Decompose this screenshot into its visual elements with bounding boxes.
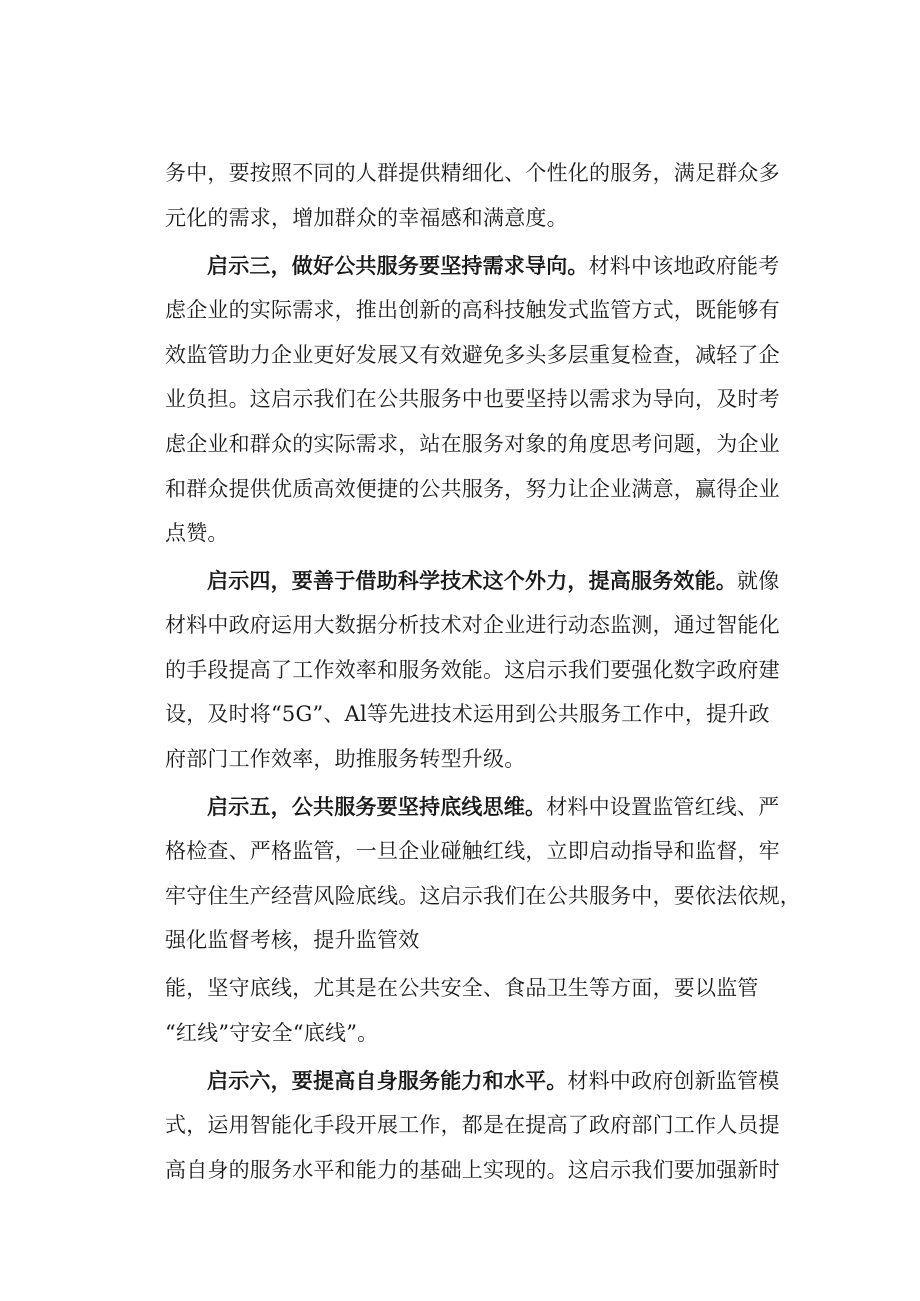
text-run: 府部门工作效率，助推服务转型升级。	[165, 747, 526, 771]
text-run: “红线”守安全“底线”。	[165, 1021, 379, 1045]
text-line	[165, 476, 780, 502]
text-run: 虑企业和群众的实际需求，站在服务对象的角度思考问题，为企业	[165, 432, 780, 456]
text-run: 材料中政府创新监管模	[567, 1069, 780, 1093]
text-run: 强化监督考核，提升监管效	[165, 928, 420, 952]
text-line	[165, 1020, 378, 1046]
text-run: 点赞。	[165, 521, 229, 545]
insight-heading: 启示五，公共服务要坚持底线思维。	[207, 794, 547, 819]
text-line	[165, 975, 759, 1001]
text-run: 元化的需求，增加群众的幸福感和满意度。	[165, 206, 568, 230]
text-line	[165, 701, 770, 727]
insight-heading: 启示六，要提高自身服务能力和水平。	[207, 1068, 568, 1093]
text-run: 虑企业的实际需求，推出创新的高科技触发式监管方式，既能够有	[165, 298, 780, 322]
text-line	[207, 253, 779, 279]
text-line	[165, 746, 525, 772]
text-line	[207, 568, 779, 594]
text-run: 材料中政府运用大数据分析技术对企业进行动态监测，通过智能化	[165, 613, 780, 637]
text-run: 的手段提高了工作效率和服务效能。这启示我们要强化数字政府建	[165, 658, 780, 682]
text-run: 高自身的服务水平和能力的基础上实现的。这启示我们要加强新时	[165, 1158, 780, 1182]
text-run: 就像	[737, 569, 780, 593]
text-run: 能，坚守底线，尤其是在公共安全、食品卫生等方面，要以监管	[165, 976, 759, 1000]
text-line	[165, 342, 780, 368]
insight-heading: 启示三，做好公共服务要坚持需求导向。	[207, 253, 589, 278]
text-line	[165, 927, 419, 953]
text-run: 牢守住生产经营风险底线。这启示我们在公共服务中，要依法依规，	[165, 884, 801, 908]
text-run: 格检查、严格监管，一旦企业碰触红线，立即启动指导和监督，牢	[165, 839, 780, 863]
text-line	[165, 520, 229, 546]
insight-heading: 启示四，要善于借助科学技术这个外力，提高服务效能。	[207, 568, 737, 593]
text-line	[207, 794, 779, 820]
text-run: 式，运用智能化手段开展工作，都是在提高了政府部门工作人员提	[165, 1113, 780, 1137]
text-line	[165, 657, 780, 683]
text-run: 效监管助力企业更好发展又有效避免多头多层重复检查，减轻了企	[165, 343, 780, 367]
text-run: 材料中该地政府能考	[588, 254, 780, 278]
text-run: 和群众提供优质高效便捷的公共服务，努力让企业满意，赢得企业	[165, 477, 780, 501]
text-line	[165, 297, 780, 323]
text-line	[165, 386, 780, 412]
text-line	[165, 1112, 780, 1138]
text-run: 材料中设置监管红线、严	[546, 795, 780, 819]
text-line	[207, 1068, 779, 1094]
text-run: 务中，要按照不同的人群提供精细化、个性化的服务，满足群众多	[165, 161, 780, 185]
text-line	[165, 838, 780, 864]
text-line	[165, 1157, 780, 1183]
text-run: 业负担。这启示我们在公共服务中也要坚持以需求为导向，及时考	[165, 387, 780, 411]
text-line	[165, 612, 780, 638]
text-run: 设，及时将“5G”、Al等先进技术运用到公共服务工作中，提升政	[165, 702, 770, 726]
text-line	[165, 431, 780, 457]
text-line	[165, 205, 568, 231]
text-line	[165, 883, 801, 909]
text-line	[165, 160, 780, 186]
